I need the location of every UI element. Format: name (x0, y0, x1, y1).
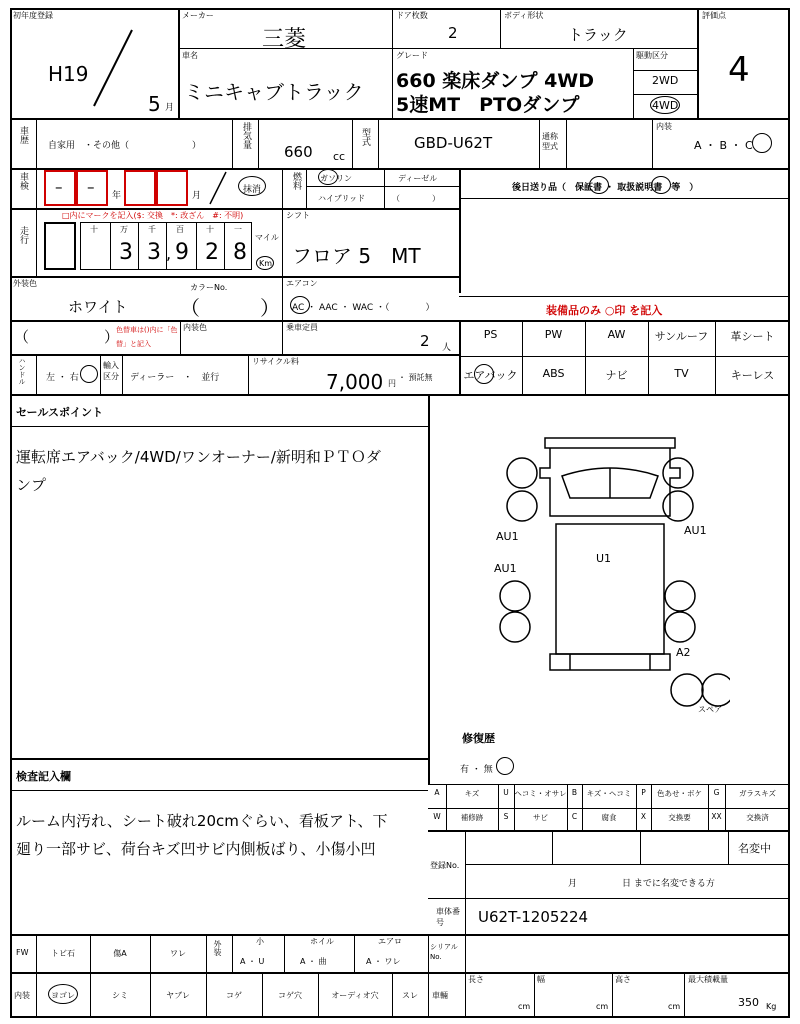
inspection-notes-line2: 廻り一部サビ、荷台キズ凹サビ内側板ばり、小傷小凹 (16, 840, 376, 858)
body-label: ボディ形状 (504, 11, 544, 20)
airbag-circle (474, 364, 494, 384)
legend-cell: B (571, 788, 578, 797)
inspection-year-unit: 年 (112, 191, 122, 201)
mileage-digit-2[interactable]: 3 (147, 240, 161, 265)
repair-none-circle (496, 757, 514, 775)
legend-cell: 交換済 (746, 813, 769, 822)
aero-options[interactable]: A ・ ワレ (366, 957, 401, 966)
interior-damage-5[interactable]: オーディオ穴 (331, 991, 379, 1000)
inspection-slash (206, 170, 230, 206)
displacement-unit: cc (333, 150, 346, 163)
bottom-divider (465, 934, 466, 972)
mileage-km-label: Km (259, 259, 273, 268)
legend-cell: キズ (464, 789, 480, 798)
recycle-unit: 円 (388, 379, 396, 388)
equipment-equip-row2-0[interactable]: エアバック (463, 369, 518, 382)
color-paren: （ ） (14, 328, 120, 346)
serial-label: シリアルNo. (430, 943, 458, 961)
equipment-equip-row2-2[interactable]: ナビ (605, 369, 628, 382)
mileage-note: □内にマークを記入($: 交換 *: 改ざん #: 不明) (62, 211, 244, 220)
fuel-hybrid: ハイブリッド (318, 194, 366, 203)
legend-cell: S (503, 812, 509, 821)
first-reg-year: H19 (48, 62, 89, 86)
sales-point-label: セールスポイント (16, 406, 104, 419)
interior-grades: A ・ B ・ C (694, 139, 753, 152)
mileage-unit-3: 百 (176, 225, 184, 234)
legend-cell: G (713, 788, 720, 797)
legend-cell: ガラスキズ (738, 789, 777, 798)
legend-cell: 交換要 (668, 813, 691, 822)
legend-cell: W (433, 812, 441, 821)
recycle-deposit: ・ 預託無 (398, 373, 433, 382)
name-change-label: 名変中 (738, 842, 771, 855)
legend-cell: U (503, 788, 509, 797)
max-load-label: 最大積載量 (688, 975, 728, 984)
bottom-divider (428, 972, 429, 1018)
width-label: 幅 (537, 975, 545, 984)
legend-cell: 補修跡 (460, 813, 484, 822)
shift-label: シフト (286, 211, 310, 220)
vehicle-diagram (490, 428, 730, 718)
common-type-label: 通称型式 (542, 132, 558, 151)
bottom-divider (354, 934, 355, 972)
equipment-equip-row1-0[interactable]: PS (483, 328, 498, 341)
capacity-label: 乗車定員 (286, 323, 318, 332)
interior-damage-0[interactable]: ヨゴレ (51, 991, 75, 1000)
fuel-label: 燃料 (291, 172, 301, 190)
mileage-unit-5: 一 (234, 225, 242, 234)
color-change-note: 色替車は()内に「色替」と記入 (116, 326, 178, 348)
history-options: 自家用 ・その他（ ） (48, 141, 202, 151)
diagram-label-au1-left: AU1 (496, 530, 519, 543)
sales-point-line1: 運転席エアバック/4WD/ワンオーナー/新明和ＰＴＯダ (16, 448, 381, 466)
inspection-box-3[interactable] (124, 170, 156, 206)
body-value: トラック (568, 26, 628, 44)
handle-label: ハンドル (18, 357, 26, 385)
name-change-deadline: 月 日 までに名変できる方 (568, 879, 715, 889)
max-load-value: 350 (738, 996, 759, 1009)
model-name-value: ミニキャブトラック (184, 80, 364, 104)
legend-cell: A (434, 788, 440, 797)
bottom-divider (534, 972, 535, 1018)
aircon-label: エアコン (286, 279, 318, 288)
first-reg-slash (90, 28, 140, 108)
fw-label: FW (16, 948, 29, 957)
max-load-unit: Kg (766, 1002, 777, 1011)
fuel-other: （ ） (392, 194, 440, 203)
interior-color-label: 内装色 (183, 323, 207, 332)
height-label: 高さ (615, 975, 631, 984)
bottom-divider (465, 972, 466, 1018)
mileage-unit-4: 十 (206, 225, 214, 234)
equipment-equip-row1-2[interactable]: AW (607, 328, 626, 341)
inspection-dash-2: – (87, 178, 95, 196)
equipment-equip-row1-1[interactable]: PW (544, 328, 563, 341)
drive-label: 駆動区分 (636, 51, 668, 60)
model-name-label: 車名 (182, 51, 198, 60)
mileage-digit-1[interactable]: 3 (119, 240, 133, 265)
doors-value: 2 (448, 24, 458, 42)
mileage-digit-5[interactable]: 8 (233, 240, 247, 265)
capacity-value: 2 (420, 332, 430, 350)
drive-2wd: 2WD (652, 74, 679, 87)
km-circle (256, 256, 274, 270)
legend-cell: X (640, 812, 647, 821)
drive-4wd: 4WD (652, 99, 679, 112)
legend-cell: C (571, 812, 578, 821)
aero-label: エアロ (378, 937, 402, 946)
small-label: 小 (256, 937, 264, 946)
history-label: 車歴 (18, 126, 28, 144)
mileage-mile-label: マイル (255, 233, 279, 242)
legend-cell: XX (711, 812, 722, 821)
recycle-label: リサイクル料 (252, 357, 299, 366)
mileage-mark-box[interactable] (44, 222, 76, 270)
mileage-label: 走行 (18, 226, 28, 244)
bottom-divider (206, 934, 207, 972)
chassis-value: U62T-1205224 (478, 908, 589, 926)
length-unit: cm (518, 1002, 531, 1011)
legend-cell: P (641, 788, 646, 797)
equipment-notice: 装備品のみ ○印 を記入 (546, 304, 663, 317)
legend-cell: キズ・ヘコミ (586, 789, 632, 798)
handle-value: 左 ・ 右 (46, 373, 79, 383)
documents-text: 後日送り品（ 保証書 ・ 取扱説明書 等 ） (512, 183, 699, 193)
mileage-digit-4[interactable]: 2 (205, 240, 219, 265)
first-reg-label: 初年度登録 (13, 11, 53, 20)
wheel-label: ホイル (310, 937, 334, 946)
warranty-circle (589, 176, 609, 194)
shift-value: フロア 5 MT (292, 244, 421, 268)
diagram-spare-label: スペア (698, 705, 722, 714)
legend-cell: サビ (533, 813, 548, 822)
grade-line1: 660 楽床ダンプ 4WD (396, 70, 595, 92)
bottom-divider (232, 934, 233, 972)
mileage-digit-3[interactable]: 9 (175, 240, 189, 265)
wheel-options[interactable]: A ・ 曲 (300, 957, 327, 966)
diagram-label-u1: U1 (596, 552, 612, 565)
bottom-divider (284, 934, 285, 972)
color-no-label: カラーNo. (190, 283, 228, 292)
equipment-equip-row2-3[interactable]: TV (674, 367, 689, 380)
gasoline-circle (318, 169, 338, 185)
aircon-value: AC ・ AAC ・ WAC ・（ ） (292, 303, 435, 313)
interior-damage-1[interactable]: シミ (112, 991, 128, 1000)
displacement-label: 排気量 (241, 122, 251, 149)
fw-item-2[interactable]: ワレ (170, 949, 186, 958)
equipment-equip-row1-3[interactable]: サンルーフ (654, 330, 709, 343)
small-options[interactable]: A ・ U (240, 957, 265, 966)
interior-damage-label: 内装 (14, 991, 30, 1000)
first-reg-month: 5 (148, 92, 161, 116)
inspection-notes-line1: ルーム内汚れ、シート破れ20cmぐらい、看板アト、下 (16, 812, 388, 830)
interior-damage-6[interactable]: スレ (402, 991, 418, 1000)
chassis-label: 車体番号 (436, 907, 460, 927)
first-reg-month-unit: 月 (165, 103, 175, 113)
mileage-unit-0: 十 (90, 225, 98, 234)
inspection-box-4[interactable] (156, 170, 188, 206)
diagram-label-a2: A2 (676, 646, 691, 659)
bottom-divider (612, 972, 613, 1018)
mileage-comma-1: , (166, 244, 172, 263)
inspection-month-unit: 月 (192, 191, 202, 201)
width-unit: cm (596, 1002, 609, 1011)
fw-item-1[interactable]: 傷A (113, 949, 127, 958)
doors-label: ドア枚数 (396, 11, 428, 20)
type-value: GBD-U62T (414, 134, 493, 152)
mileage-unit-2: 千 (148, 225, 156, 234)
color-no-value: （ ） (180, 296, 280, 320)
interior-c-circle (752, 133, 772, 153)
interior-damage-2[interactable]: ヤブレ (166, 991, 190, 1000)
inspection-unregistered: 抹消 (243, 185, 262, 195)
inspection-dash-1: – (55, 178, 63, 196)
unregistered-circle (238, 176, 266, 196)
repair-label: 修復歴 (462, 732, 495, 745)
interior-label: 内装 (656, 122, 672, 131)
legend-cell: ヘコミ・オサレ (514, 789, 567, 798)
sales-point-line2: ンプ (16, 476, 47, 494)
fw-item-0[interactable]: トビ石 (51, 949, 75, 958)
reg-no-label: 登録No. (430, 861, 460, 870)
inspection-label: 車検 (18, 172, 28, 190)
mileage-unit-1: 万 (120, 225, 128, 234)
legend-cell: 色あせ・ボケ (657, 789, 702, 798)
dirt-circle (48, 984, 78, 1004)
type-label: 型式 (360, 128, 370, 146)
interior-damage-3[interactable]: コゲ (226, 991, 242, 1000)
exterior-sub-label: 外装 (213, 940, 222, 956)
legend-cell: 腐食 (601, 813, 617, 822)
maker-value: 三菱 (262, 27, 307, 52)
import-value: ディーラー ・ 並行 (130, 373, 220, 383)
grade-label: グレード (396, 51, 428, 60)
exterior-label: 外装色 (13, 279, 37, 288)
drive-4wd-circle (650, 96, 680, 114)
inspection-notes-label: 検査記入欄 (16, 770, 71, 783)
vehicle-dim-label: 車輛 (432, 991, 448, 1000)
manual-circle (651, 176, 671, 194)
fuel-gasoline: ガソリン (320, 174, 352, 183)
bottom-divider (684, 972, 685, 1018)
equipment-equip-row2-4[interactable]: キーレス (730, 369, 775, 382)
displacement-value: 660 (284, 143, 313, 161)
bottom-divider (428, 934, 429, 972)
ac-circle (290, 296, 310, 314)
capacity-unit: 人 (442, 343, 452, 353)
fuel-diesel: ディーゼル (398, 174, 438, 183)
height-unit: cm (668, 1002, 681, 1011)
diagram-label-au1-right: AU1 (684, 524, 707, 537)
score-value: 4 (728, 50, 750, 90)
exterior-value: ホワイト (68, 298, 128, 316)
grade-line2: 5速MT PTOダンプ (396, 94, 580, 116)
interior-damage-4[interactable]: コゲ穴 (278, 991, 302, 1000)
score-label: 評価点 (702, 11, 726, 20)
recycle-value: 7,000 (326, 370, 384, 394)
repair-value: 有 ・ 無 (460, 765, 493, 775)
equipment-equip-row1-4[interactable]: 革シート (730, 330, 775, 343)
diagram-label-au1-lower: AU1 (494, 562, 517, 575)
handle-right-circle (80, 365, 98, 383)
equipment-equip-row2-1[interactable]: ABS (542, 367, 565, 380)
length-label: 長さ (468, 975, 484, 984)
import-label: 輸入区分 (103, 361, 119, 381)
maker-label: メーカー (182, 11, 214, 20)
